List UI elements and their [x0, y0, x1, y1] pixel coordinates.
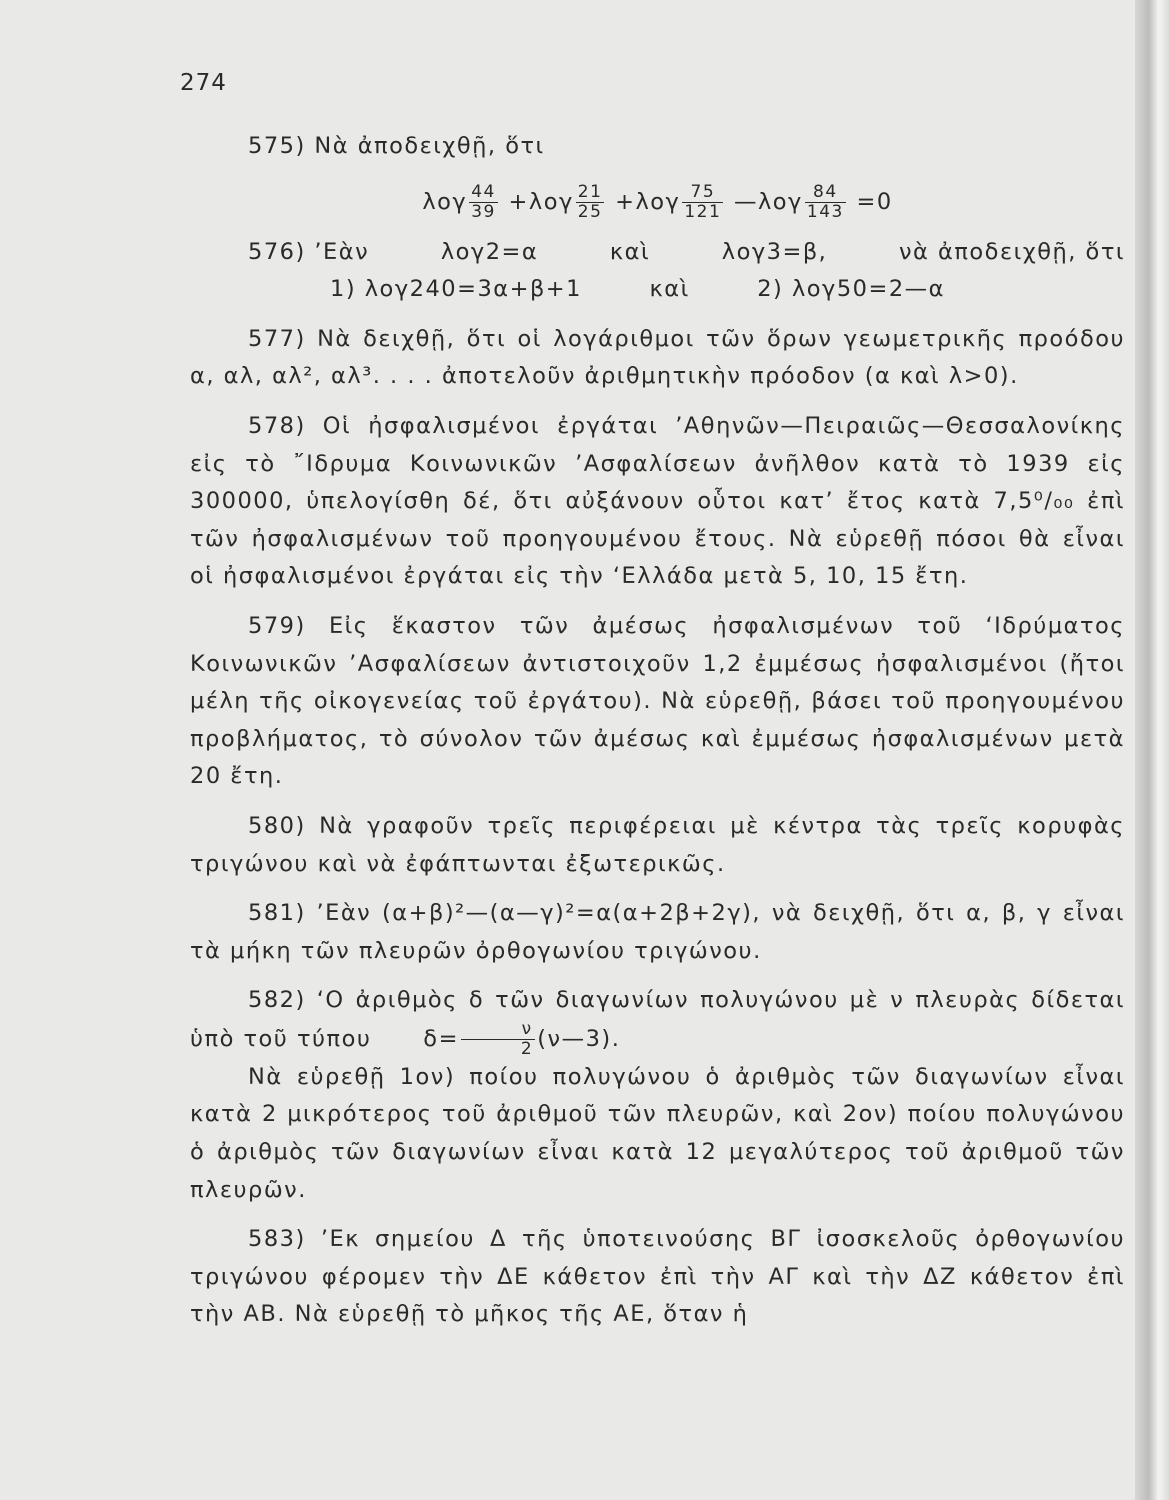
fraction-denominator: 2 [520, 1038, 534, 1059]
log-symbol: λογ [422, 188, 468, 215]
page-edge [1135, 0, 1169, 1500]
fraction-1 [469, 183, 498, 222]
problem-578: 578) Οἱ ἠσφαλισμένοι ἐργάται ’Αθηνῶν—Πειραιῶς—Θεσσαλονίκης εἰς τὸ ῎Ιδρυμα Κοινωνικῶν ’Ασφαλίσεων ἀνῆλθον κατὰ τὸ 1939 εἰς 300000, ὑπελογίσθη δέ, ὅτι αὐξάνουν οὗτοι κατ’ ἔτος κατὰ 7,5⁰/₀₀ ἐπὶ τῶν ἠσφαλισμένων τοῦ προηγουμένου ἔτους. Νὰ εὑρεθῇ πόσοι θὰ εἶναι οἱ ἠσφαλισμένοι ἐργάται εἰς τὴν ‘Ελλάδα μετὰ 5, 10, 15 ἔτη. [190, 412, 1125, 590]
problem-575-formula [190, 180, 1125, 224]
fraction-2 [576, 183, 605, 222]
problem-582 [190, 982, 1125, 1059]
minus-sign: — [733, 188, 758, 215]
problem-576-prompt: νὰ ἀποδειχθῇ, ὅτι [898, 238, 1125, 265]
conjunction: καὶ [649, 276, 690, 303]
plus-sign: + [615, 188, 636, 215]
problem-576-claim-2: 2) λογ50=2—α [757, 276, 945, 303]
fraction-numerator: 84 [805, 183, 846, 203]
fraction-denominator: 25 [577, 201, 603, 222]
problem-579: 579) Εἰς ἕκαστον τῶν ἀμέσως ἠσφαλισμένων τοῦ ‘Ιδρύματος Κοινωνικῶν ’Ασφαλίσεων ἀντιστοιχοῦν 1,2 ἐμμέσως ἠσφαλισμένοι (ἤτοι μέλη τῆς οἰκογενείας τοῦ ἐργάτου). Νὰ εὑρεθῇ, βάσει τοῦ προηγουμένου προβλήματος, τὸ σύνολον τῶν ἀμέσως καὶ ἐμμέσως ἠσφαλισμένων μετὰ 20 ἔτη. [190, 612, 1125, 790]
page-content [190, 128, 1125, 1334]
fraction-denominator: 143 [806, 201, 844, 222]
problem-576-number: 576) ’Εὰν [248, 238, 370, 265]
problem-580: 580) Νὰ γραφοῦν τρεῖς περιφέρειαι μὲ κέντρα τὰς τρεῖς κορυφὰς τριγώνου καὶ νὰ ἐφάπτωνται ἐξωτερικῶς. [190, 812, 1125, 877]
problem-576-line1 [190, 234, 1125, 272]
problem-582-text: 582) ‘Ο ἀριθμὸς δ τῶν διαγωνίων πολυγώνου μὲ ν πλευρὰς δίδεται ὑπὸ τοῦ τύπου [190, 987, 1125, 1052]
fraction-3 [682, 183, 723, 222]
problem-576-given-2: λογ3=β, [721, 238, 828, 265]
problem-582-continuation: Νὰ εὑρεθῇ 1ον) ποίου πολυγώνου ὁ ἀριθμὸς τῶν διαγωνίων εἶναι κατὰ 2 μικρότερος τοῦ ἀριθμοῦ τῶν πλευρῶν, καὶ 2ον) ποίου πολυγώνου ὁ ἀριθμὸς τῶν διαγωνίων εἶναι κατὰ 12 μεγαλύτερος τοῦ ἀριθμοῦ τῶν πλευρῶν. [190, 1063, 1125, 1203]
problem-576-line2 [190, 271, 1125, 309]
fraction-4 [805, 183, 846, 222]
fraction-denominator: 121 [684, 201, 722, 222]
fraction-v-over-2 [461, 1020, 535, 1059]
conjunction: καὶ [609, 238, 651, 265]
formula-lhs: δ= [423, 1025, 459, 1052]
equals-zero: =0 [856, 188, 893, 215]
formula-rhs: (ν—3). [537, 1025, 621, 1052]
log-symbol: λογ [528, 188, 574, 215]
fraction-numerator: 21 [577, 181, 603, 202]
problem-577: 577) Νὰ δειχθῇ, ὅτι οἱ λογάριθμοι τῶν ὅρων γεωμετρικῆς προόδου α, αλ, αλ², αλ³. . . . ἀποτελοῦν ἀριθμητικὴν πρόοδον (α καὶ λ>0). [190, 325, 1125, 390]
problem-576-claim-1: 1) λογ240=3α+β+1 [330, 276, 582, 303]
fraction-numerator: ν [461, 1020, 535, 1040]
log-symbol: λογ [635, 188, 681, 215]
fraction-numerator: 75 [682, 183, 723, 203]
problem-581: 581) ’Εὰν (α+β)²—(α—γ)²=α(α+2β+2γ), νὰ δειχθῇ, ὅτι α, β, γ εἶναι τὰ μήκη τῶν πλευρῶν ὀρθογωνίου τριγώνου. [190, 900, 1125, 964]
plus-sign: + [508, 188, 529, 215]
page-number: 274 [180, 70, 227, 96]
problem-575-intro: 575) Νὰ ἀποδειχθῇ, ὅτι [248, 133, 545, 159]
problem-576-given-1: λογ2=α [440, 238, 539, 265]
fraction-numerator: 44 [471, 181, 496, 202]
log-symbol: λογ [757, 188, 803, 215]
fraction-denominator: 39 [471, 201, 496, 222]
problem-583: 583) ’Εκ σημείου Δ τῆς ὑποτεινούσης ΒΓ ἰσοσκελοῦς ὀρθογωνίου τριγώνου φέρομεν τὴν ΔΕ κάθετον ἐπὶ τὴν ΑΓ καὶ τὴν ΔΖ κάθετον ἐπὶ τὴν ΑΒ. Νὰ εὑρεθῇ τὸ μῆκος τῆς ΑΕ, ὅταν ἡ [190, 1226, 1125, 1328]
